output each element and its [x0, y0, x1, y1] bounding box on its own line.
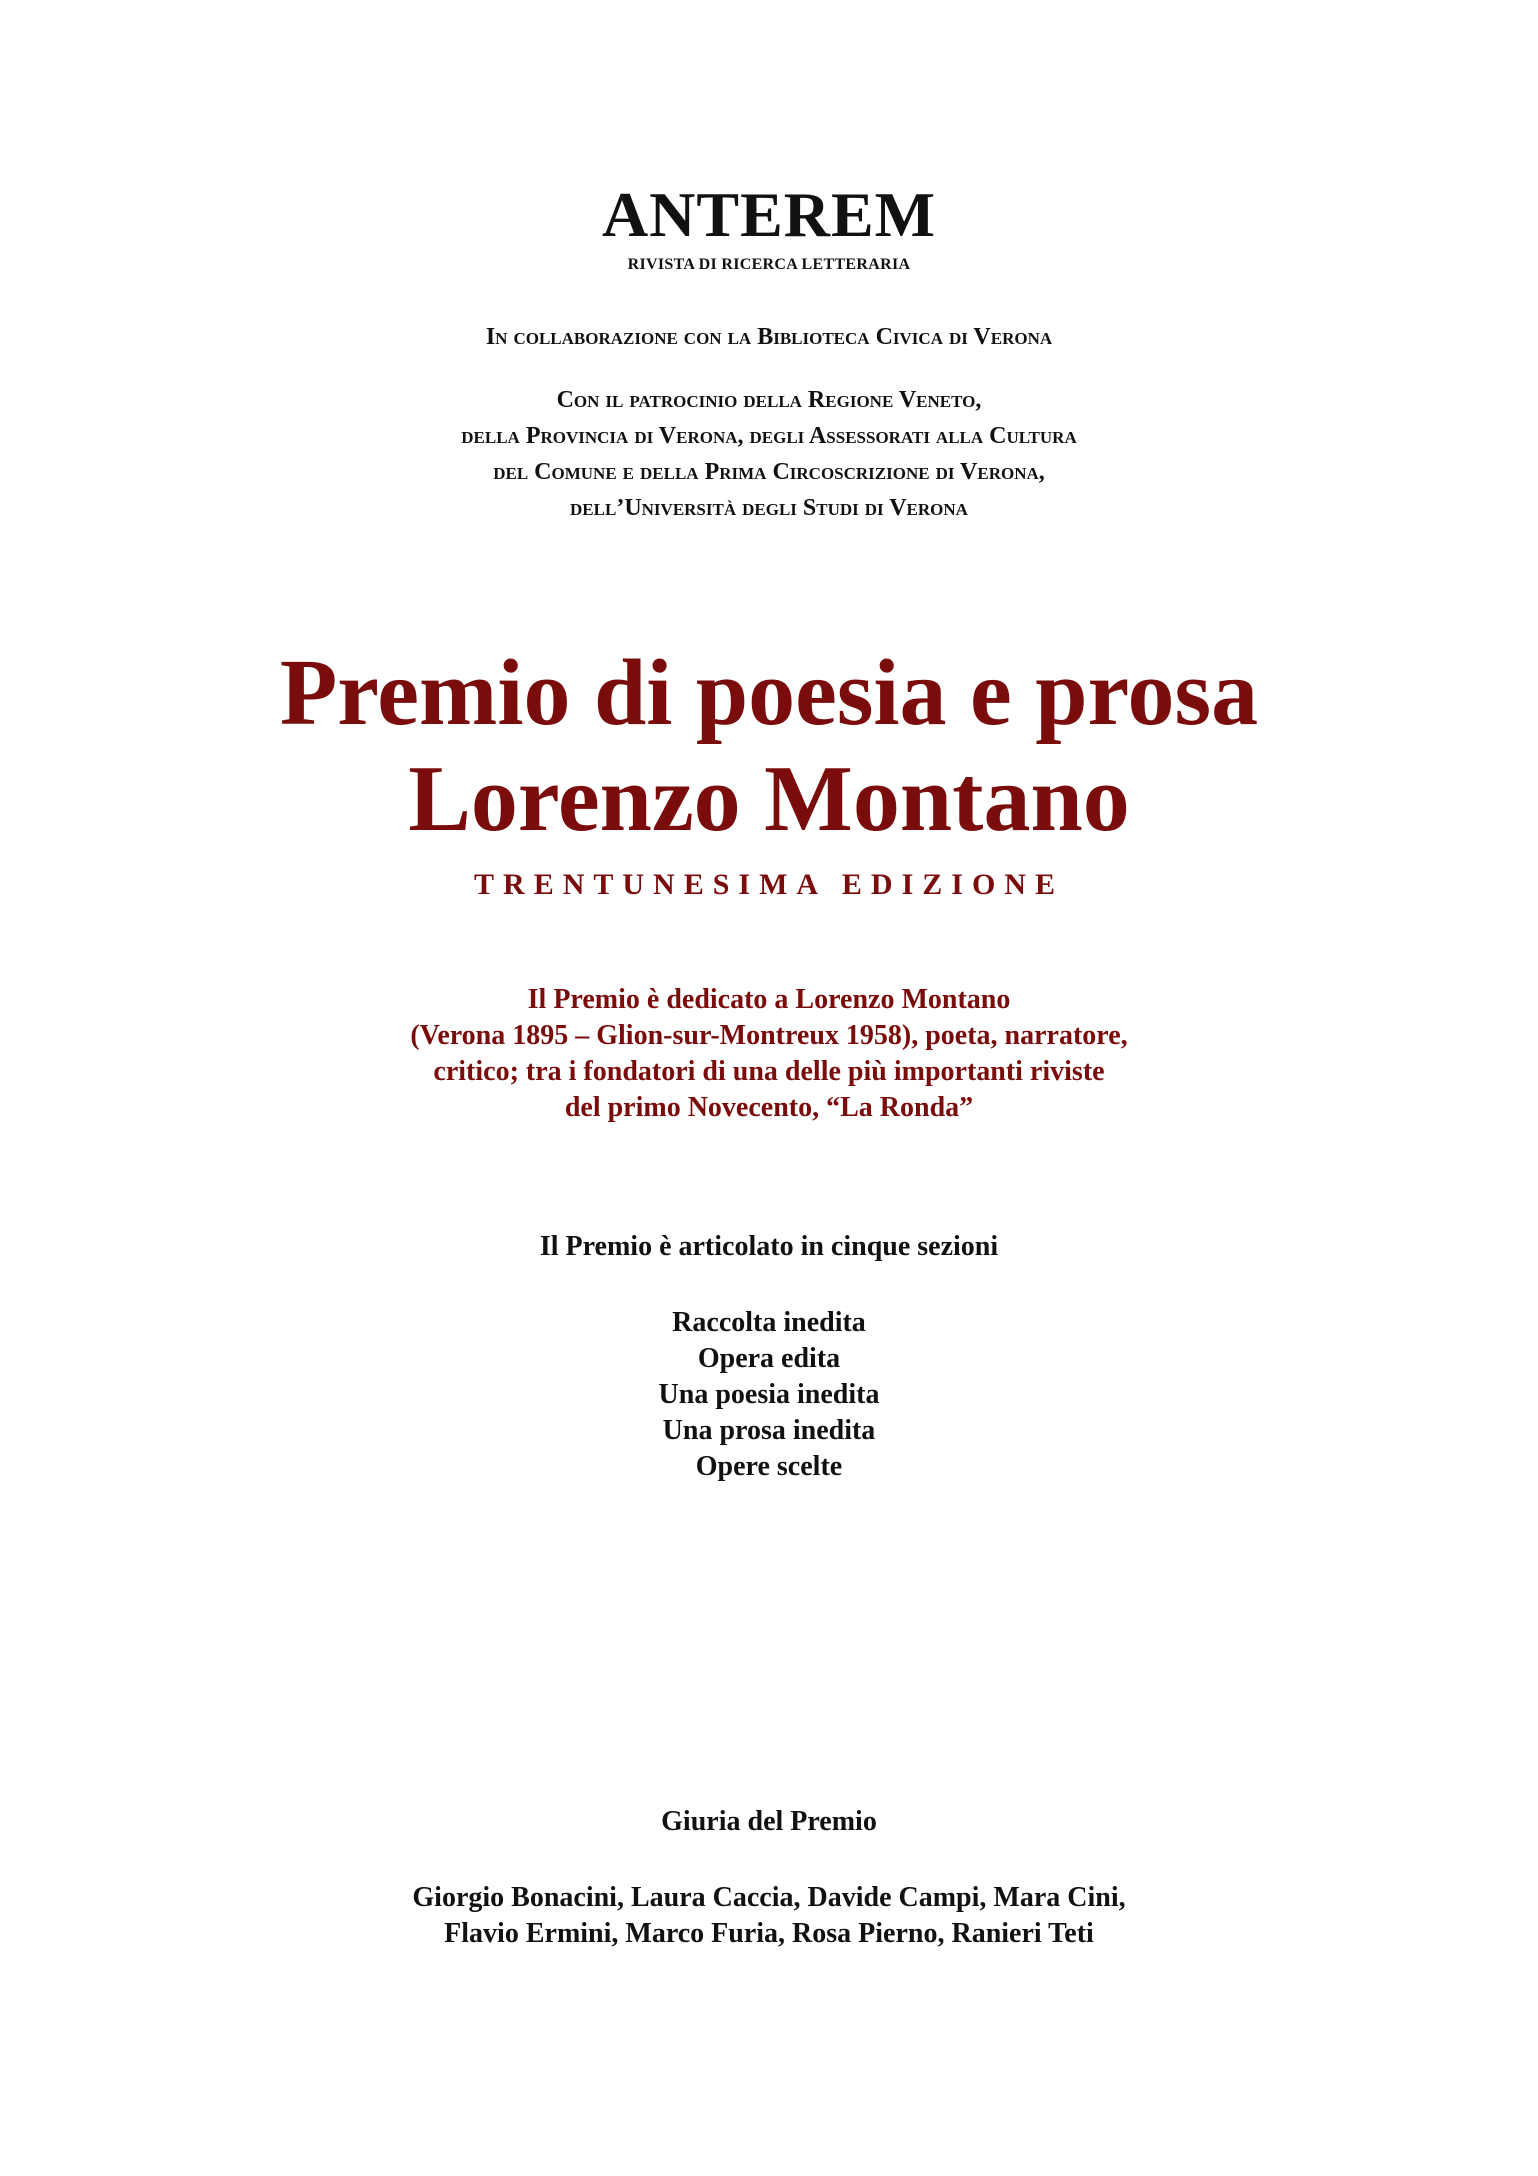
jury-members-line: Giorgio Bonacini, Laura Caccia, Davide Campi, Mara Cini, [412, 1882, 1126, 1913]
section-item: Una prosa inedita [662, 1415, 876, 1446]
dedication-line: del primo Novecento, “La Ronda” [564, 1092, 974, 1123]
prize-title [0, 640, 1538, 852]
dedication-line: critico; tra i fondatori di una delle più importanti riviste [433, 1056, 1105, 1087]
edition-label: TRENTUNESIMA EDIZIONE [474, 868, 1064, 901]
jury-heading: Giuria del Premio [661, 1806, 877, 1837]
sections-list [0, 1305, 1538, 1485]
section-item: Opere scelte [695, 1451, 843, 1482]
magazine-subtitle: RIVISTA DI RICERCA LETTERARIA [627, 256, 911, 273]
sections-intro: Il Premio è articolato in cinque sezioni [539, 1231, 999, 1262]
patronage-line: dell’Università degli Studi di Verona [570, 495, 968, 521]
patronage-block [0, 382, 1538, 526]
prize-title-line: Lorenzo Montano [408, 747, 1130, 851]
patronage-line: Con il patrocinio della Regione Veneto, [556, 387, 982, 413]
section-item: Opera edita [697, 1343, 841, 1374]
magazine-title: ANTEREM [601, 179, 937, 250]
section-item: Una poesia inedita [658, 1379, 880, 1410]
dedication-line: Il Premio è dedicato a Lorenzo Montano [527, 984, 1011, 1015]
prize-title-line: Premio di poesia e prosa [279, 641, 1259, 745]
dedication-line: (Verona 1895 – Glion-sur-Montreux 1958), poeta, narratore, [410, 1020, 1128, 1051]
jury-members-line: Flavio Ermini, Marco Furia, Rosa Pierno, Ranieri Teti [444, 1918, 1094, 1949]
section-item: Raccolta inedita [672, 1307, 866, 1338]
dedication-block [0, 982, 1538, 1126]
patronage-line: della Provincia di Verona, degli Assessorati alla Cultura [461, 423, 1077, 449]
collaboration-line: In collaborazione con la Biblioteca Civica di Verona [485, 324, 1053, 350]
jury-members [0, 1880, 1538, 1952]
patronage-line: del Comune e della Prima Circoscrizione di Verona, [493, 459, 1045, 485]
